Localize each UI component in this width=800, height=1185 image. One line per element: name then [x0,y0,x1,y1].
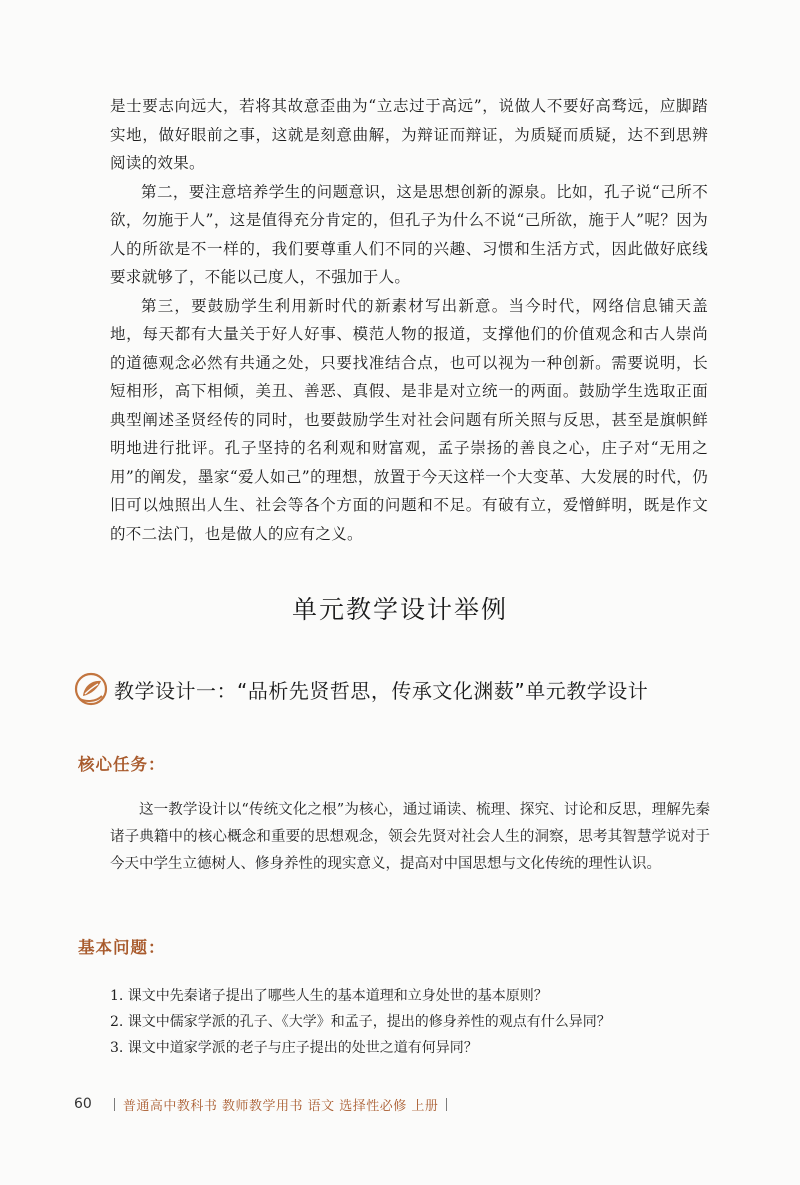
question-item: 2. 课文中儒家学派的孔子、《大学》和孟子，提出的修身养性的观点有什么异同？ [110,1014,611,1030]
question-item: 1. 课文中先秦诸子提出了哪些人生的基本道理和立身处世的基本原则？ [110,988,548,1004]
leaf-swirl-icon [74,672,108,706]
book-series-title: 普通高中教科书 教师教学用书 语文 选择性必修 上册 [122,1098,439,1114]
body-text [110,92,708,548]
footer-divider [446,1098,447,1111]
paragraph-second-point: 第二，要注意培养学生的问题意识，这是思想创新的源泉。比如，孔子说“己所不欲，勿施于人”，这是值得充分肯定的，但孔子为什么不说“己所欲，施于人”呢？因为人的所欲是不一样的，我们要尊重人们不同的兴趣、习惯和生活方式，因此做好底线要求就够了，不能以己度人，不强加于人。 [110,182,708,286]
core-task-label: 核心任务： [78,755,166,774]
page-number: 60 [74,1096,92,1112]
paragraph-third-point: 第三，要鼓励学生利用新时代的新素材写出新意。当今时代，网络信息铺天盖地，每天都有大量关于好人好事、模范人物的报道，支撑他们的价值观念和古人崇尚的道德观念必然有共通之处，只要找准结合点，也可以视为一种创新。需要说明，长短相形，高下相倾，美丑、善恶、真假、是非是对立统一的两面。鼓励学生选取正面典型阐述圣贤经传的同时，也要鼓励学生对社会问题有所关照与反思，甚至是旗帜鲜明地进行批评。孔子坚持的名利观和财富观，孟子崇扬的善良之心，庄子对“无用之用”的阐发，墨家“爱人如己”的理想，放置于今天这样一个大变革、大发展的时代，仍旧可以烛照出人生、社会等各个方面的问题和不足。有破有立，爱憎鲜明，既是作文的不二法门，也是做人的应有之义。 [110,296,708,543]
page-footer [74,1093,455,1115]
design-heading [74,672,734,706]
footer-divider [114,1098,115,1111]
basic-questions-label: 基本问题： [78,938,166,957]
paragraph-continued: 是士要志向远大，若将其故意歪曲为“立志过于高远”，说做人不要好高骛远，应脚踏实地，做好眼前之事，这就是刻意曲解，为辩证而辩证，为质疑而质疑，达不到思辨阅读的效果。 [110,97,708,172]
core-task-text [110,797,710,878]
question-item: 3. 课文中道家学派的老子与庄子提出的处世之道有何异同？ [110,1040,478,1056]
core-task-paragraph: 这一教学设计以“传统文化之根”为核心，通过诵读、梳理、探究、讨论和反思，理解先秦诸子典籍中的核心概念和重要的思想观念，领会先贤对社会人生的洞察，思考其智慧学说对于今天中学生立德树人、修身养性的现实意义，提高对中国思想与文化传统的理性认识。 [110,802,710,872]
design-heading-text: 教学设计一：“品析先贤哲思，传承文化渊薮”单元教学设计 [114,678,649,703]
section-title: 单元教学设计举例 [291,595,508,624]
basic-questions-list [110,983,710,1061]
